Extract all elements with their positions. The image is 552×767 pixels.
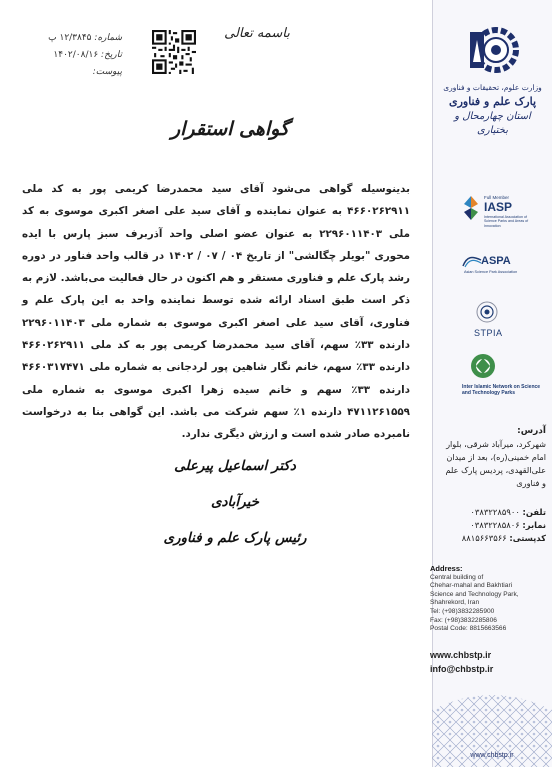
fax-fa-row bbox=[440, 519, 546, 532]
letter-number: ۱۲/۳۸۴۵ پ bbox=[48, 33, 92, 43]
qr-code bbox=[152, 30, 196, 74]
iasp-icon bbox=[462, 195, 480, 221]
letter-number-label: شماره: bbox=[94, 33, 122, 43]
province-name: استان چهارمحال و بختیاری bbox=[454, 111, 531, 136]
tel-fa: ۰۳۸۳۲۲۸۵۹۰۰ bbox=[470, 507, 520, 517]
address-en-line: Chehar-mahal and Bakhtiari bbox=[430, 582, 513, 590]
address-en-line: Central building of bbox=[430, 573, 484, 581]
fax-en: Fax: (+98)3832285806 bbox=[430, 616, 497, 624]
fax-fa-label: نمابر: bbox=[522, 520, 546, 530]
tel-fa-row bbox=[440, 506, 546, 519]
letter-meta bbox=[22, 30, 122, 81]
address-en-line: Shahrekord, Iran bbox=[430, 599, 480, 607]
certificate-body: بدینوسیله گواهی می‌شود آقای سید محمدرضا کریمی پور به کد ملی ۴۶۶۰۲۶۲۹۱۱ به عنوان نماینده و آقای سید علی اصغر اکبری موسوی به کد ملی ۲۲۹۶۰۱۱۴۰۳ به عنوان عضو اصلی واحد آذربرف سبز پارس با ایده محوری "بویلر چگالشی" از تاریخ ۰۴ / ۰۷ / ۱۴۰۲ در قالب واحد فناور در دوره رشد پارک علم و فناوری مستقر و هم اکنون در حال فعالیت می‌باشد. لازم به ذکر است طبق اسناد ارائه شده توسط نماینده واحد به این پارک علم و فناوری، آقای سید علی اصغر اکبری موسوی به شماره ملی ۲۲۹۶۰۱۱۴۰۳ دارنده ۳۳٪ سهم، آقای سید محمدرضا کریمی پور به کد ملی ۴۶۶۰۲۶۲۹۱۱ دارنده ۳۳٪ سهم، خانم نگار شاهین پور لردجانی به شماره ملی ۴۶۶۰۳۱۷۴۷۱ دارنده ۳۳٪ سهم و خانم سیده زهرا اکبری موسوی به شماره ملی ۴۷۱۱۲۶۱۵۵۹ دارنده ۱٪ سهم شرکت می باشد. این گواهی بنا به درخواست نامبرده صادر شده است و ارزش دیگری ندارد. bbox=[22, 183, 411, 441]
address-en-label: Address: bbox=[430, 564, 463, 573]
inno-network-name: Inter Islamic Network on Science and Technology Parks bbox=[462, 384, 541, 397]
iasp-full-name: International Association of Science Parks and Areas of Innovation bbox=[484, 215, 529, 228]
contact-fa bbox=[440, 506, 546, 545]
bismillah-heading: باسمه تعالی bbox=[224, 26, 290, 41]
letter-date-row bbox=[22, 47, 122, 64]
tel-en: Tel: (+98)3832285900 bbox=[430, 607, 495, 615]
stpia-name: STPIA bbox=[474, 328, 503, 338]
iasp-name: IASP bbox=[484, 200, 513, 214]
postal-en: Postal Code: 8815663566 bbox=[430, 625, 507, 633]
park-title: پارک علم و فناوری bbox=[448, 95, 537, 108]
park-logo-icon bbox=[462, 22, 522, 78]
address-en bbox=[430, 565, 548, 634]
postal-fa: ۸۸۱۵۶۶۳۵۶۶ bbox=[461, 533, 507, 543]
inno-network-icon bbox=[466, 352, 500, 382]
tel-fa-label: تلفن: bbox=[522, 507, 546, 517]
address-en-line: Science and Technology Park, bbox=[430, 590, 519, 598]
attachment-label: پیوست: bbox=[92, 67, 122, 77]
signatory-position: رئیس پارک علم و فناوری bbox=[163, 530, 307, 546]
fax-fa: ۰۳۸۳۲۲۸۵۸۰۶ bbox=[470, 520, 520, 530]
aspa-name: ASPA bbox=[481, 255, 511, 267]
ministry-name: وزارت علوم، تحقیقات و فناوری bbox=[443, 83, 542, 92]
signatory-name: دکتر اسماعیل پیرعلی خیرآبادی bbox=[174, 458, 296, 510]
letter-date-label: تاریخ: bbox=[101, 50, 122, 60]
attachment-row bbox=[22, 64, 122, 81]
iasp-member-label: Full Member bbox=[484, 195, 510, 200]
letter-date: ۱۴۰۲/۰۸/۱۶ bbox=[53, 50, 99, 60]
park-name bbox=[440, 82, 545, 138]
email-link[interactable]: info@chbstp.ir bbox=[430, 664, 494, 674]
footer-website[interactable]: www.chbstp.ir bbox=[470, 752, 514, 759]
aspa-icon bbox=[462, 254, 482, 268]
signature-block bbox=[150, 448, 320, 556]
address-fa bbox=[440, 425, 546, 490]
web-contact bbox=[430, 648, 548, 676]
address-fa-label: آدرس: bbox=[517, 426, 546, 436]
letter-number-row bbox=[22, 30, 122, 47]
website-link[interactable]: www.chbstp.ir bbox=[430, 650, 492, 660]
address-fa-text: شهرکرد، میرآباد شرقی، بلوار امام خمینی(ره)، بعد از میدان علی‌القهدی، پردیس پارک علم و فناوری bbox=[445, 439, 546, 488]
aspa-full-name: Asian Science Park Association bbox=[464, 270, 518, 274]
page-title: گواهی استقرار bbox=[170, 118, 290, 140]
postal-fa-label: کدپستی: bbox=[509, 533, 546, 543]
stpia-icon bbox=[472, 300, 502, 328]
postal-fa-row bbox=[440, 532, 546, 545]
